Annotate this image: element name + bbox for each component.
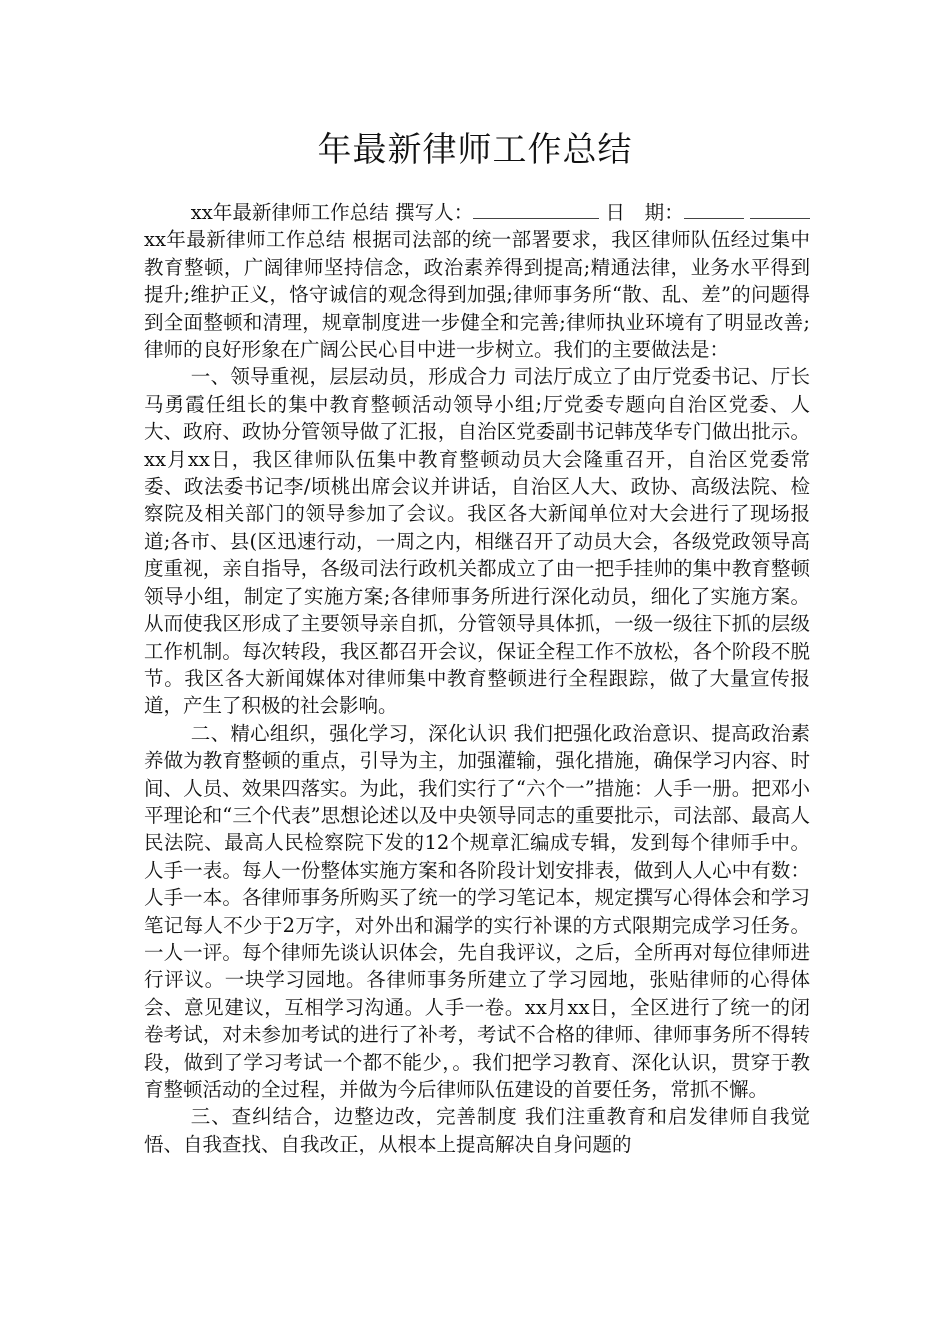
document-body bbox=[144, 198, 810, 1158]
body-paragraph-1: 一、领导重视，层层动员，形成合力 司法厅成立了由厅党委书记、厅长马勇霞任组长的集中教育整顿活动领导小组;厅党委专题向自治区党委、人大、政府、政协分管领导做了汇报，自治区党委副书记韩茂华专门做出批示。xx月xx日，我区律师队伍集中教育整顿动员大会隆重召开，自治区党委常委、政法委书记李/顷桃出席会议并讲话，自治区人大、政协、高级法院、检察院及相关部门的领导参加了会议。我区各大新闻单位对大会进行了现场报道;各市、县(区迅速行动，一周之内，相继召开了动员大会，各级党政领导高度重视，亲自指导，各级司法行政机关都成立了由一把手挂帅的集中教育整顿领导小组，制定了实施方案;各律师事务所进行深化动员，细化了实施方案。从而使我区形成了主要领导亲自抓，分管领导具体抓，一级一级往下抓的层级工作机制。每次转段，我区都召开会议，保证全程工作不放松，各个阶段不脱节。我区各大新闻媒体对律师集中教育整顿进行全程跟踪，做了大量宣传报道，产生了积极的社会影响。 bbox=[144, 365, 810, 718]
header-paragraph bbox=[144, 198, 810, 363]
body-paragraph-3: 三、查纠结合，边整边改，完善制度 我们注重教育和启发律师自我觉悟、自我查找、自我改正，从根本上提高解决自身问题的 bbox=[144, 1105, 810, 1156]
author-blank bbox=[473, 198, 599, 219]
body-paragraph-2: 二、精心组织，强化学习，深化认识 我们把强化政治意识、提高政治素养做为教育整顿的重点，引导为主，加强灌输，强化措施，确保学习内容、时间、人员、效果四落实。为此，我们实行了“六个一”措施：人手一册。把邓小平理论和“三个代表”思想论述以及中央领导同志的重要批示，司法部、最高人民法院、最高人民检察院下发的12个规章汇编成专辑，发到每个律师手中。人手一表。每人一份整体实施方案和各阶段计划安排表，做到人人心中有数：人手一本。各律师事务所购买了统一的学习笔记本，规定撰写心得体会和学习笔记每人不少于2万字，对外出和漏学的实行补课的方式限期完成学习任务。一人一评。每个律师先谈认识体会，先自我评议，之后，全所再对每位律师进行评议。一块学习园地。各律师事务所建立了学习园地，张贴律师的心得体会、意见建议，互相学习沟通。人手一卷。xx月xx日，全区进行了统一的闭卷考试，对未参加考试的进行了补考，考试不合格的律师、律师事务所不得转段，做到了学习考试一个都不能少，。我们把学习教育、深化认识，贯穿于教育整顿活动的全过程，并做为今后律师队伍建设的首要任务，常抓不懈。 bbox=[144, 721, 810, 1101]
header-intro: xx年最新律师工作总结 撰写人： bbox=[190, 201, 474, 224]
document-title: 年最新律师工作总结 bbox=[317, 130, 633, 170]
date-blank-continued bbox=[750, 198, 810, 219]
date-label: 日 期： bbox=[599, 201, 684, 224]
header-rest: xx年最新律师工作总结 根据司法部的统一部署要求，我区律师队伍经过集中教育整顿，广阔律师坚持信念，政治素养得到提高;精通法律，业务水平得到提升;维护正义，恪守诚信的观念得到加强;律师事务所“散、乱、差”的问题得到全面整顿和清理，规章制度进一步健全和完善;律师执业环境有了明显改善;律师的良好形象在广阔公民心目中进一步树立。我们的主要做法是： bbox=[144, 228, 810, 362]
date-blank bbox=[684, 198, 744, 219]
